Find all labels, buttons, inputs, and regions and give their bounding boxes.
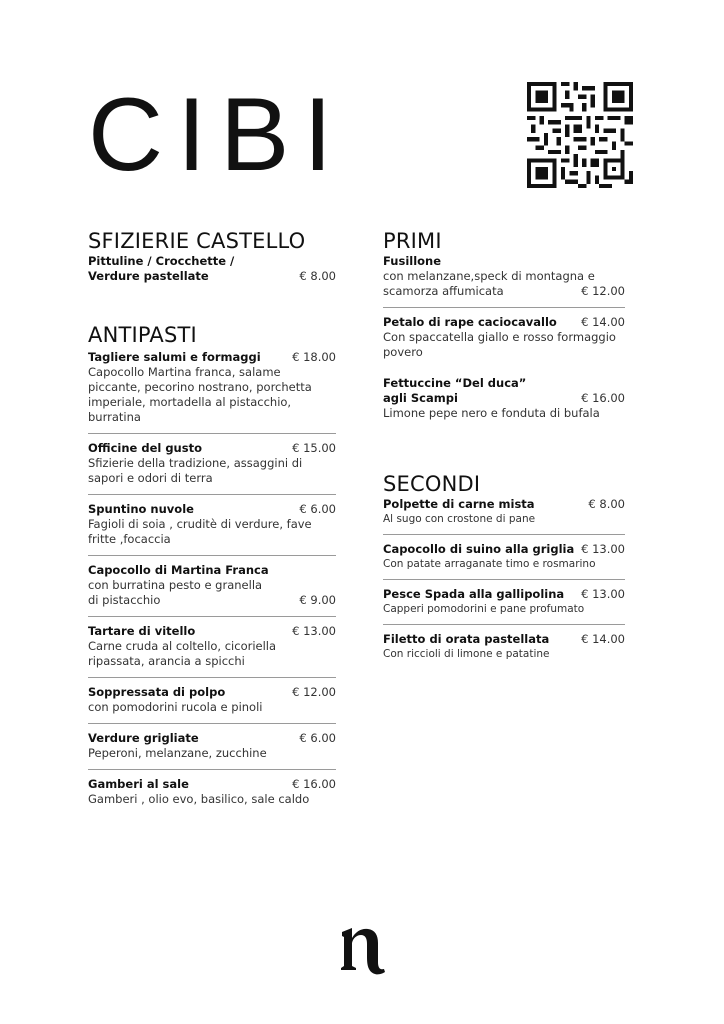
item-name: Tartare di vitello [88, 624, 196, 638]
section-secondi [383, 471, 625, 669]
item-description: Capperi pomodorini e pane profumato [383, 603, 585, 615]
item-description: con burratina pesto e granella di pistacchio [88, 578, 263, 607]
item-price: € 14.00 [581, 632, 625, 646]
item-description: Carne cruda al coltello, cicoriella ripassata, arancia a spicchi [88, 639, 277, 668]
section-title-antipasti: ANTIPASTI [88, 323, 197, 347]
item-name: agli Scampi [383, 391, 458, 405]
menu-item [88, 731, 336, 770]
item-name: Petalo di rape caciocavallo [383, 315, 557, 329]
item-description: Con patate arraganate timo e rosmarino [383, 558, 596, 570]
menu-item [383, 497, 625, 535]
item-description: con melanzane,speck di montagna e [383, 269, 595, 283]
item-name: Gamberi al sale [88, 777, 189, 791]
right-column [383, 228, 625, 669]
section-primi [383, 228, 625, 429]
item-price: € 12.00 [292, 685, 336, 699]
item-price: € 13.00 [292, 624, 336, 638]
item-price: € 6.00 [299, 502, 336, 516]
item-name: Capocollo di suino alla griglia [383, 542, 575, 556]
section-title-secondi: SECONDI [383, 472, 481, 496]
item-name: Verdure pastellate [88, 269, 209, 283]
section-sfizierie [88, 228, 336, 284]
item-description: Con spaccatella giallo e rosso formaggio povero [383, 330, 616, 359]
menu-item [88, 563, 336, 617]
item-price: € 13.00 [581, 587, 625, 601]
item-name: Officine del gusto [88, 441, 202, 455]
item-price: € 14.00 [581, 315, 625, 329]
item-price: € 8.00 [299, 269, 336, 283]
menu-item [88, 777, 336, 815]
item-description: scamorza affumicata [383, 284, 504, 298]
menu-item [88, 441, 336, 495]
item-price: € 15.00 [292, 441, 336, 455]
item-name: Soppressata di polpo [88, 685, 226, 699]
item-name: Pesce Spada alla gallipolina [383, 587, 565, 601]
menu-item [383, 587, 625, 625]
item-price: € 8.00 [588, 497, 625, 511]
menu-item [383, 542, 625, 580]
item-name: Fusillone [383, 254, 442, 268]
item-price: € 12.00 [581, 284, 625, 298]
item-description: con pomodorini rucola e pinoli [88, 700, 263, 714]
menu-item [383, 254, 625, 308]
item-name: Tagliere salumi e formaggi [88, 350, 261, 364]
menu-item [88, 624, 336, 678]
section-title-sfizierie: SFIZIERIE CASTELLO [88, 229, 306, 253]
menu-item [88, 254, 336, 284]
item-name: Fettuccine “Del duca” [383, 376, 527, 390]
item-name: Spuntino nuvole [88, 502, 194, 516]
brand-logo-icon [338, 922, 388, 976]
item-description: Peperoni, melanzane, zucchine [88, 746, 267, 760]
menu-item [383, 632, 625, 669]
page-title: CIBI [88, 77, 347, 193]
item-price: € 6.00 [299, 731, 336, 745]
item-description: Gamberi , olio evo, basilico, sale caldo [88, 792, 310, 806]
item-description: Fagioli di soia , cruditè di verdure, fave fritte ,focaccia [88, 517, 312, 546]
qr-code-icon[interactable] [527, 82, 633, 188]
item-price: € 18.00 [292, 350, 336, 364]
item-name: Polpette di carne mista [383, 497, 535, 511]
item-price: € 16.00 [581, 391, 625, 405]
item-name: Filetto di orata pastellata [383, 632, 550, 646]
item-description: Al sugo con crostone di pane [383, 513, 536, 525]
left-column [88, 228, 336, 815]
section-antipasti [88, 322, 336, 815]
section-title-primi: PRIMI [383, 229, 442, 253]
menu-item [383, 315, 625, 368]
item-name: Pittuline / Crocchette / [88, 254, 235, 268]
item-name: Verdure grigliate [88, 731, 199, 745]
item-description: Limone pepe nero e fonduta di bufala [383, 406, 600, 420]
item-name: Capocollo di Martina Franca [88, 563, 269, 577]
menu-item [383, 376, 625, 429]
item-price: € 16.00 [292, 777, 336, 791]
menu-item [88, 685, 336, 724]
menu-item [88, 502, 336, 556]
item-price: € 9.00 [299, 593, 336, 607]
item-description: Con riccioli di limone e patatine [383, 648, 550, 660]
item-description: Capocollo Martina franca, salame piccante, pecorino nostrano, porchetta imperiale, mortadella al pistacchio, burratina [88, 365, 312, 424]
item-description: Sfizierie della tradizione, assaggini di sapori e odori di terra [88, 456, 303, 485]
item-price: € 13.00 [581, 542, 625, 556]
menu-item [88, 350, 336, 434]
